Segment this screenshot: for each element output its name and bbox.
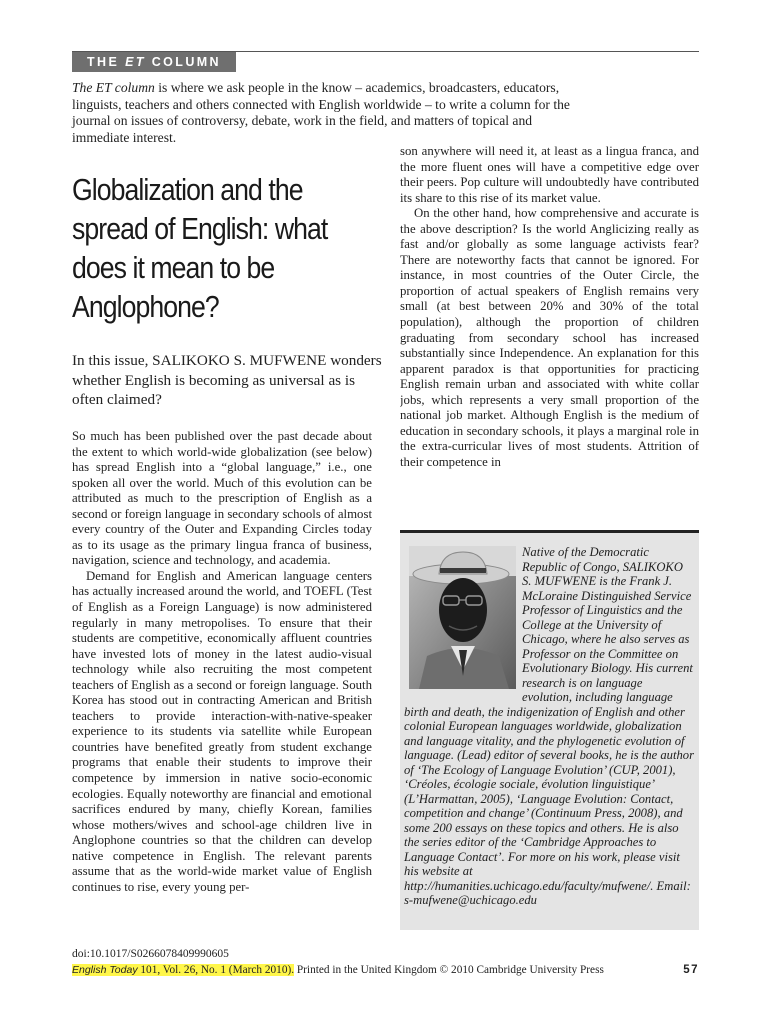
journal-citation-highlight <box>72 964 294 976</box>
column-tag <box>72 52 236 72</box>
body-paragraph: son anywhere will need it, at least as a lingua franca, and the more fluent ones will have a competitive edge over their peers. Pop culture will undoubtedly have contributed its share to this rise of its market value. <box>400 144 699 205</box>
body-column-right <box>400 144 699 514</box>
body-paragraph: Demand for English and American language centers has actually increased around the world, and TOEFL (Test of English as a Foreign Language) is now administered regularly in many metropolises. To ensure that their students are competitive, economically affluent countries have invested lots of money in the latest audio-visual technology while also recruiting the most competent teachers of English as a second or foreign language. South Korea has stood out in contracting American and British teachers to provide interaction-with-native-speaker experience to its students via satellite while European countries have benefited greatly from student exchange programs that enable their students to improve their competence by immersion in native socio-economic ecologies. Equally noteworthy are financial and emotional sacrifices endured by many, chiefly Korean, families whose mothers/wives and school-age children live in Anglophone countries so that the children can develop native competence in English. The relevant parents assume that as the world-wide market value of English continues to rise, every young per- <box>72 568 372 894</box>
body-column-left <box>72 429 372 929</box>
intro-lead: The ET column <box>72 80 155 95</box>
article-title: Globalization and the spread of English: what does it mean to be Anglophone? <box>72 172 328 324</box>
column-tag-prefix: THE <box>87 55 120 69</box>
article-standfirst: In this issue, SALIKOKO S. MUFWENE wonders whether English is becoming as universal as is often claimed? <box>72 352 382 408</box>
column-intro <box>72 80 592 146</box>
author-bio-text <box>400 545 694 908</box>
page-number: 57 <box>683 964 699 976</box>
column-tag-suffix: COLUMN <box>151 55 221 69</box>
page-footer <box>72 963 699 977</box>
intro-text: is where we ask people in the know – academics, broadcasters, educators, linguists, teachers and others connected with English worldwide – to write a column for the journal on issues of controversy, debate, work in the field, and matters of topical and immediate interest. <box>72 80 570 145</box>
body-paragraph: So much has been published over the past decade about the extent to which world-wide globalization (see below) has spread English into a “global language,” i.e., one spoken all over the world. Much of this evolution can be attributed as much to the prescription of English as a second or foreign language in secondary schools of almost every country of the Outer and Expanding Circles today as to its usage as the primary lingua franca of business, navigation, science and technology, and academia. <box>72 429 372 568</box>
author-bio-box <box>400 530 699 930</box>
doi-line: doi:10.1017/S0266078409990605 <box>72 948 229 960</box>
column-tag-et: ET <box>125 55 146 69</box>
printed-line: Printed in the United Kingdom © 2010 Cambridge University Press <box>294 964 604 976</box>
photo-spacer <box>404 545 522 691</box>
body-paragraph: On the other hand, how comprehensive and accurate is the above description? Is the world Anglicizing really as fast and/or globally as some language activists fear? There are noteworthy facts that cannot be ignored. For instance, in most countries of the Outer Circle, the proportion of actual speakers of English remains very small (at best between 20% and 30% of the total population), although the proportion of children graduating from secondary school has increased substantially since Independence. An explanation for this apparent paradox is that opportunities for practicing English remain urban and associated with white collar jobs, which represents a very small proportion of the national job market. Although English is the medium of education in secondary schools, it plays a marginal role in the extra-curricular lives of most students. Attrition of their competence in <box>400 206 699 469</box>
bio-content: Native of the Democratic Republic of Congo, SALIKOKO S. MUFWENE is the Frank J. McLoraine Distinguished Service Professor of Linguistics and the College at the University of Chicago, where he also serves as Professor on the Committee on Evolutionary Biology. His current research is on language evolution, including language birth and death, the indigenization of English and other colonial European languages worldwide, globalization and language vitality, and the phylogenetic evolution of language. (Lead) editor of several books, he is the author of ‘The Ecology of Language Evolution’ (CUP, 2001), ‘Créoles, écologie sociale, évolution linguistique’ (L’Harmattan, 2005), ‘Language Evolution: Contact, competition and change’ (Continuum Press, 2008), and some 200 essays on these topics and others. He is also the series editor of the ‘Cambridge Approaches to Language Contact’. For more on his work, please visit his website at http://humanities.uchicago.edu/faculty/mufwene/. Email: s-mufwene@uchicago.edu <box>404 545 694 907</box>
journal-issue: 101, Vol. 26, No. 1 (March 2010). <box>137 964 295 976</box>
journal-name: English Today <box>72 964 138 976</box>
